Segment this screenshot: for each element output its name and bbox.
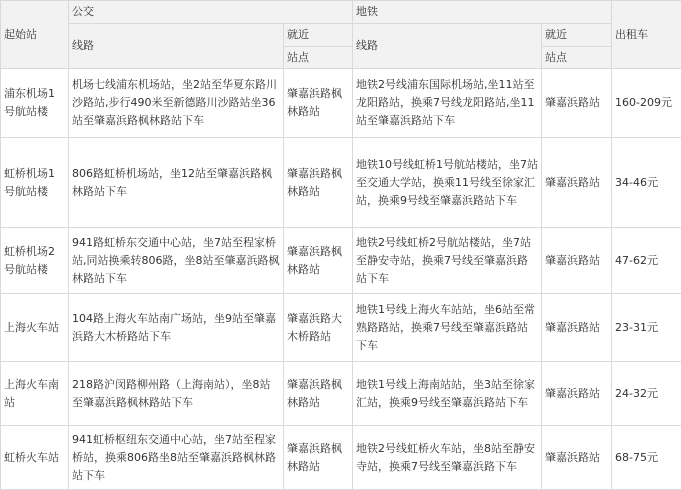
start-station-cell: 上海火车南站 <box>1 362 69 426</box>
table-row <box>1 362 681 426</box>
bus-route-cell: 218路沪闵路柳州路（上海南站），坐8站至肇嘉浜路枫林路站下车 <box>69 362 284 426</box>
bus-route-cell: 104路上海火车站南广场站，坐9站至肇嘉浜路大木桥路站下车 <box>69 294 284 362</box>
header-metro-route: 线路 <box>353 24 542 69</box>
metro-station-cell: 肇嘉浜路站 <box>542 138 612 228</box>
header-bus-route: 线路 <box>69 24 284 69</box>
taxi-fare-cell: 24-32元 <box>612 362 681 426</box>
header-row-1 <box>1 1 681 24</box>
table-row <box>1 426 681 490</box>
metro-route-cell: 地铁2号线浦东国际机场站,坐11站至龙阳路站，换乘7号线龙阳路站,坐11站至肇嘉浜路站下车 <box>353 69 542 138</box>
start-station-cell: 虹桥机场2号航站楼 <box>1 228 69 294</box>
start-station-cell: 浦东机场1号航站楼 <box>1 69 69 138</box>
metro-station-cell: 肇嘉浜路站 <box>542 426 612 490</box>
metro-station-cell: 肇嘉浜路站 <box>542 69 612 138</box>
bus-station-cell: 肇嘉浜路大木桥路站 <box>284 294 353 362</box>
header-bus: 公交 <box>69 1 353 24</box>
bus-station-cell: 肇嘉浜路枫林路站 <box>284 69 353 138</box>
table-row <box>1 138 681 228</box>
start-station-cell: 虹桥火车站 <box>1 426 69 490</box>
metro-station-cell: 肇嘉浜路站 <box>542 294 612 362</box>
start-station-cell: 虹桥机场1号航站楼 <box>1 138 69 228</box>
table-row <box>1 294 681 362</box>
header-bus-nearby-top: 就近 <box>284 24 352 47</box>
bus-route-cell: 941路虹桥东交通中心站，坐7站至程家桥站,同站换乘转806路，坐8站至肇嘉浜路枫林路站下车 <box>69 228 284 294</box>
metro-route-cell: 地铁1号线上海南站站，坐3站至徐家汇站，换乘9号线至肇嘉浜路站下车 <box>353 362 542 426</box>
header-bus-nearby <box>284 24 353 69</box>
start-station-cell: 上海火车站 <box>1 294 69 362</box>
metro-route-cell: 地铁1号线上海火车站站，坐6站至常熟路路站，换乘7号线至肇嘉浜路站下车 <box>353 294 542 362</box>
header-metro-nearby <box>542 24 612 69</box>
header-metro-nearby-top: 就近 <box>542 24 611 47</box>
bus-route-cell: 机场七线浦东机场站，坐2站至华夏东路川沙路站,步行490米至新德路川沙路站坐36站至肇嘉浜路枫林路站下车 <box>69 69 284 138</box>
metro-route-cell: 地铁2号线虹桥火车站，坐8站至静安寺站，换乘7号线至肇嘉浜路下车 <box>353 426 542 490</box>
bus-station-cell: 肇嘉浜路枫林路站 <box>284 138 353 228</box>
bus-route-cell: 806路虹桥机场站，坐12站至肇嘉浜路枫林路站下车 <box>69 138 284 228</box>
metro-route-cell: 地铁10号线虹桥1号航站楼站，坐7站至交通大学站，换乘11号线至徐家汇站，换乘9号线至肇嘉浜路站下车 <box>353 138 542 228</box>
header-row-2 <box>1 24 681 47</box>
header-start-station: 起始站 <box>1 1 69 69</box>
header-taxi: 出租车 <box>612 1 681 69</box>
taxi-fare-cell: 34-46元 <box>612 138 681 228</box>
table-row <box>1 69 681 138</box>
metro-station-cell: 肇嘉浜路站 <box>542 228 612 294</box>
taxi-fare-cell: 68-75元 <box>612 426 681 490</box>
bus-station-cell: 肇嘉浜路枫林路站 <box>284 228 353 294</box>
bus-station-cell: 肇嘉浜路枫林路站 <box>284 426 353 490</box>
header-metro: 地铁 <box>353 1 612 24</box>
taxi-fare-cell: 47-62元 <box>612 228 681 294</box>
header-metro-nearby-bottom: 站点 <box>542 47 611 68</box>
bus-station-cell: 肇嘉浜路枫林路站 <box>284 362 353 426</box>
metro-station-cell: 肇嘉浜路站 <box>542 362 612 426</box>
taxi-fare-cell: 160-209元 <box>612 69 681 138</box>
header-bus-nearby-bottom: 站点 <box>284 47 352 68</box>
taxi-fare-cell: 23-31元 <box>612 294 681 362</box>
table-row <box>1 228 681 294</box>
bus-route-cell: 941虹桥枢纽东交通中心站，坐7站至程家桥站，换乘806路坐8站至肇嘉浜路枫林路站下车 <box>69 426 284 490</box>
metro-route-cell: 地铁2号线虹桥2号航站楼站，坐7站至静安寺站，换乘7号线至肇嘉浜路站下车 <box>353 228 542 294</box>
